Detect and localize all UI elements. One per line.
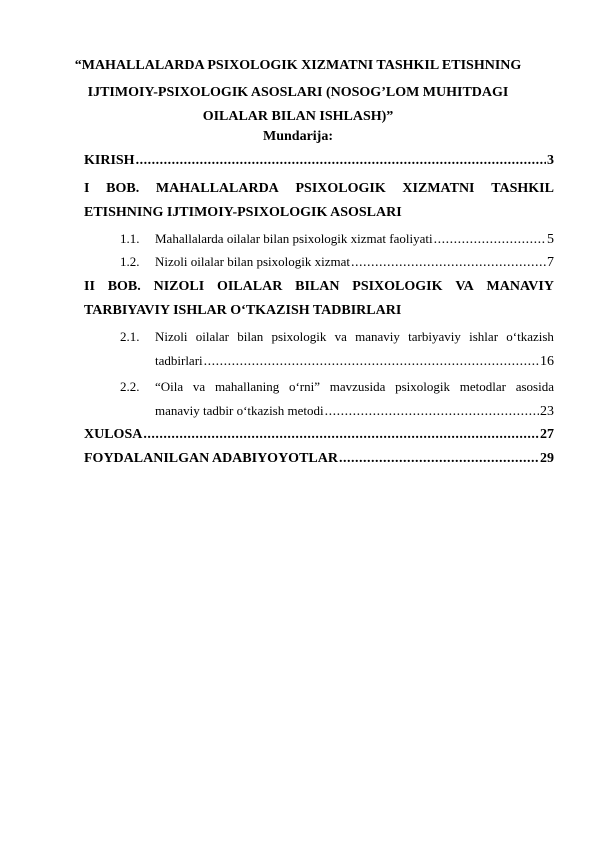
toc-entry-bob2-line1[interactable] <box>84 278 554 295</box>
toc-word: oilalar <box>195 329 229 344</box>
toc-word: psixologik <box>271 329 327 344</box>
toc-section-number: 1.2. <box>120 254 140 269</box>
toc-section-number: 1.1. <box>120 231 140 246</box>
toc-entry-bob1-line1[interactable] <box>84 180 554 197</box>
dot-leader <box>351 254 546 271</box>
toc-word: PSIXOLOGIK <box>352 279 443 294</box>
toc-page-number: 29 <box>540 451 554 466</box>
toc-word: psixologik <box>395 379 450 394</box>
toc-word: o‘tkazish <box>506 329 554 344</box>
toc-word: ishlar <box>469 329 499 344</box>
toc-word: OILALAR <box>216 279 283 294</box>
toc-page-number: 3 <box>547 153 554 168</box>
toc-section-number: 2.2. <box>120 379 140 394</box>
toc-entry-kirish[interactable] <box>84 152 554 169</box>
document-title-line-1: “MAHALLALARDA PSIXOLOGIK XIZMATNI TASHKIL ETISHNING <box>74 58 522 73</box>
toc-word: PSIXOLOGIK <box>295 181 386 196</box>
toc-entry-bob2-line2 <box>84 302 401 319</box>
toc-word: mahallaning <box>214 379 280 394</box>
document-title-line-2: IJTIMOIY-PSIXOLOGIK ASOSLARI (NOSOG’LOM MUHITDAGI <box>87 85 509 100</box>
toc-entry-label: FOYDALANILGAN ADABIYOYOTLAR <box>84 451 338 466</box>
toc-entry-label: tadbirlari <box>155 353 203 368</box>
document-title-line-3: OILALAR BILAN ISHLASH)” <box>202 109 394 124</box>
toc-word: “Oila <box>155 379 184 394</box>
toc-word: manaviy <box>355 329 400 344</box>
toc-word: VA <box>455 279 474 294</box>
toc-word: NIZOLI <box>153 279 205 294</box>
toc-word: o‘rni” <box>288 379 320 394</box>
toc-entry-label: TARBIYAVIY ISHLAR O‘TKAZISH TADBIRLARI <box>84 303 402 318</box>
toc-word: BOB. <box>107 279 141 294</box>
toc-entry-bob1-line2 <box>84 204 402 221</box>
toc-page-number: 5 <box>547 232 554 247</box>
toc-page-number: 27 <box>540 427 554 442</box>
toc-entry-label: XULOSA <box>84 427 143 442</box>
toc-word: MAHALLALARDA <box>155 181 279 196</box>
toc-word: BILAN <box>295 279 340 294</box>
toc-word: I <box>84 181 90 196</box>
toc-word: XIZMATNI <box>402 181 475 196</box>
toc-word: asosida <box>515 379 554 394</box>
toc-word: mavzusida <box>329 379 386 394</box>
toc-section-number: 2.1. <box>120 329 140 344</box>
dot-leader <box>136 152 546 169</box>
toc-entry-label: manaviy tadbir o‘tkazish metodi <box>155 403 324 418</box>
toc-entry-label: ETISHNING IJTIMOIY-PSIXOLOGIK ASOSLARI <box>84 205 402 220</box>
toc-word: bilan <box>237 329 264 344</box>
toc-word: II <box>84 279 95 294</box>
toc-word: BOB. <box>106 181 140 196</box>
toc-entry-1-1[interactable] <box>155 230 554 248</box>
toc-word: Nizoli <box>155 329 188 344</box>
toc-page-number: 16 <box>540 354 554 369</box>
dot-leader <box>434 231 546 248</box>
toc-entry-2-1-line2[interactable] <box>155 352 554 370</box>
dot-leader <box>143 426 539 443</box>
toc-entry-label: Mahallalarda oilalar bilan psixologik xizmat faoliyati <box>155 231 433 246</box>
toc-heading: Mundarija: <box>263 129 333 144</box>
toc-entry-1-2[interactable] <box>155 253 554 271</box>
toc-word: TASHKIL <box>491 181 554 196</box>
toc-word: MANAVIY <box>486 279 554 294</box>
toc-entry-2-2-line2[interactable] <box>155 402 554 420</box>
toc-entry-label: Nizoli oilalar bilan psixologik xizmat <box>155 254 350 269</box>
dot-leader <box>339 450 539 467</box>
toc-page-number: 23 <box>540 404 554 419</box>
toc-word: va <box>334 329 347 344</box>
toc-entry-foydalanilgan[interactable] <box>84 450 554 467</box>
toc-entry-label: KIRISH <box>84 153 135 168</box>
toc-word: tarbiyaviy <box>408 329 461 344</box>
toc-word: va <box>192 379 206 394</box>
toc-entry-2-2-line1[interactable] <box>155 378 554 395</box>
toc-page-number: 7 <box>547 255 554 270</box>
toc-entry-2-1-line1[interactable] <box>155 328 554 345</box>
dot-leader <box>204 353 539 370</box>
toc-word: metodlar <box>459 379 506 394</box>
toc-entry-xulosa[interactable] <box>84 426 554 443</box>
dot-leader <box>325 403 539 420</box>
